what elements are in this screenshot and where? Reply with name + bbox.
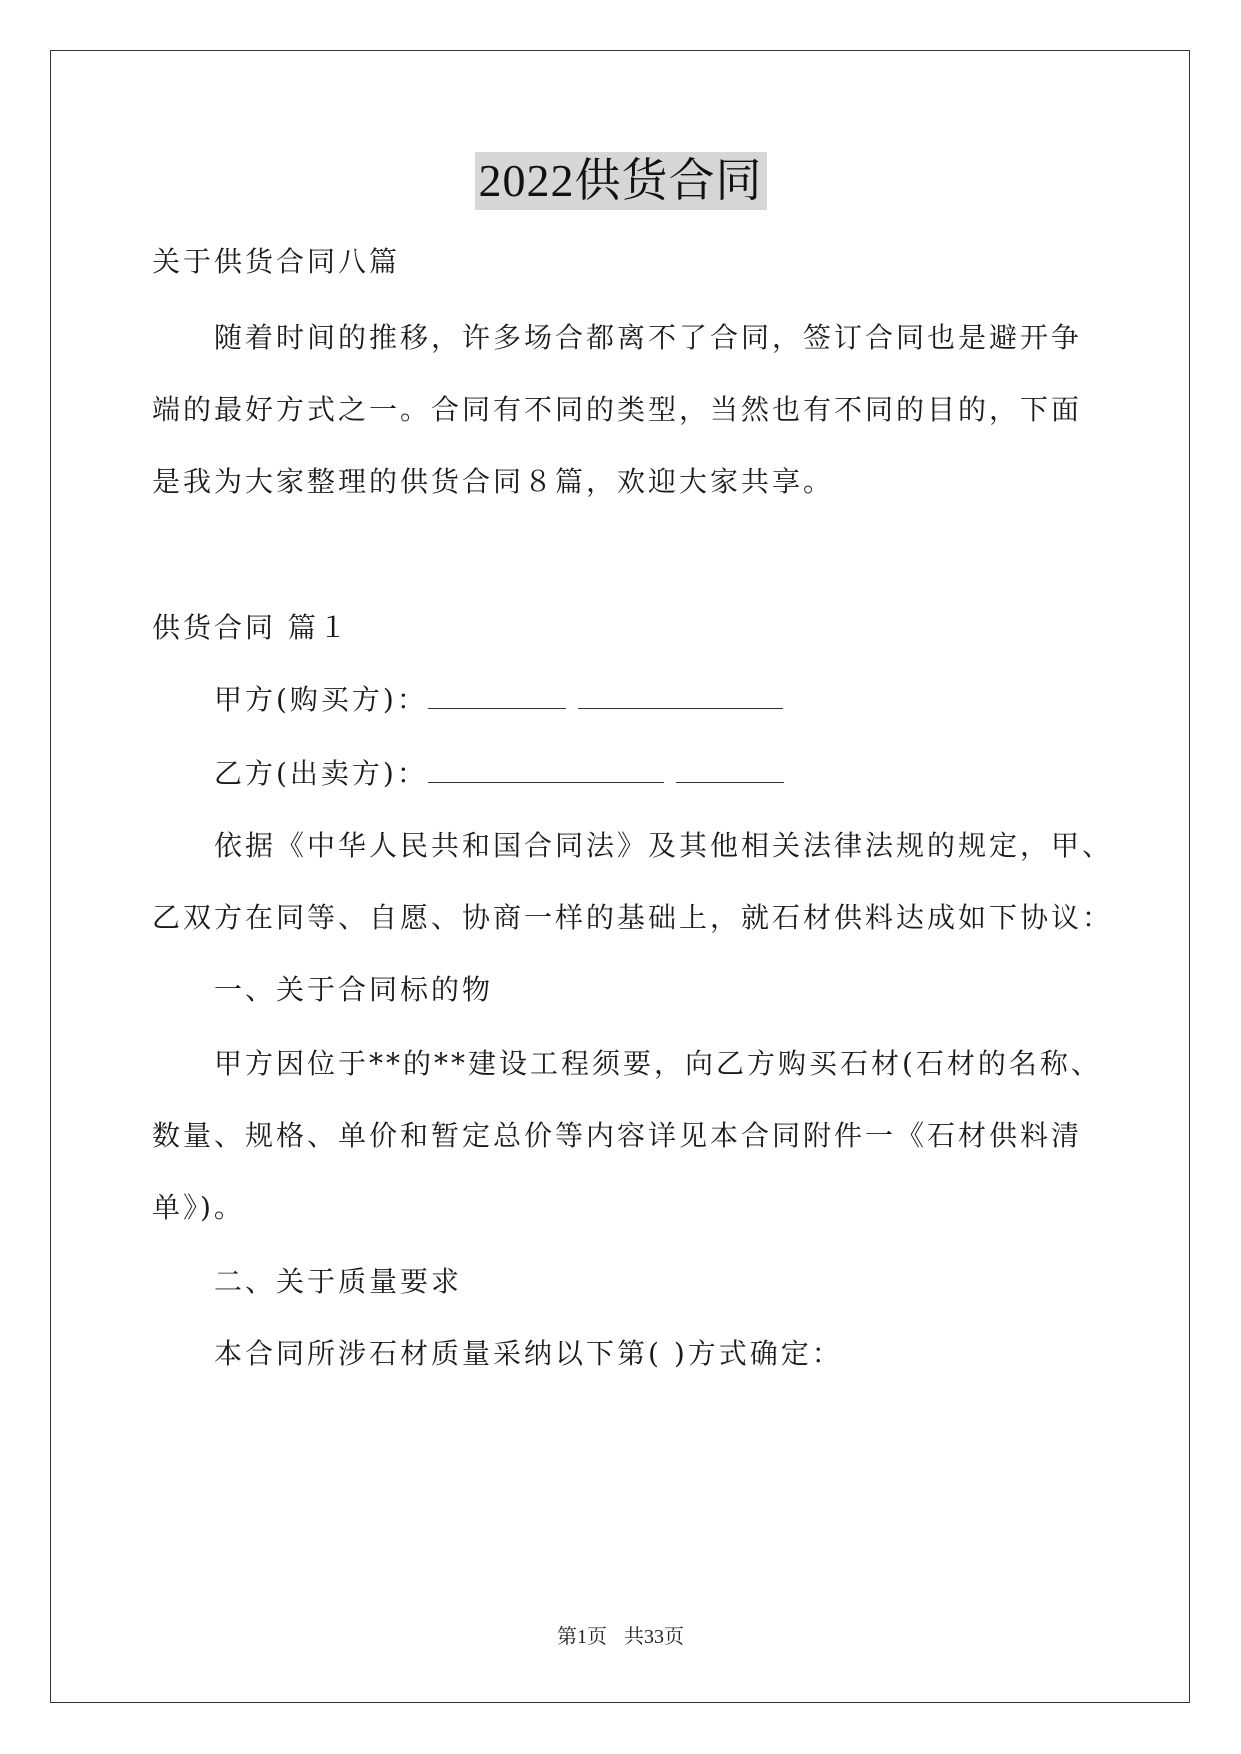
clause2-line: 本合同所涉石材质量采纳以下第( )方式确定： bbox=[214, 1337, 843, 1370]
document-subtitle: 关于供货合同八篇 bbox=[152, 245, 401, 278]
party-a-label: 甲方(购买方)： bbox=[214, 683, 428, 716]
basis-line-1: 依据《中华人民共和国合同法》及其他相关法律法规的规定，甲、 bbox=[214, 829, 1114, 862]
party-b-label: 乙方(出卖方)： bbox=[214, 757, 428, 790]
clause1-line-1: 甲方因位于**的**建设工程须要，向乙方购买石材(石材的名称、 bbox=[214, 1047, 1102, 1080]
title-container bbox=[0, 152, 1241, 210]
clause1-heading: 一、关于合同标的物 bbox=[214, 973, 494, 1006]
document-title: 2022供货合同 bbox=[475, 152, 767, 210]
page-number-total: 共33页 bbox=[624, 1626, 684, 1648]
intro-line-3: 是我为大家整理的供货合同８篇，欢迎大家共享。 bbox=[152, 465, 835, 498]
page-number-current: 第1页 bbox=[557, 1626, 607, 1648]
party-a-blank-1 bbox=[428, 686, 566, 709]
party-a-row bbox=[214, 678, 1094, 718]
intro-line-2: 端的最好方式之一。合同有不同的类型，当然也有不同的目的，下面 bbox=[152, 393, 1083, 426]
intro-line-1: 随着时间的推移，许多场合都离不了合同，签订合同也是避开争 bbox=[214, 321, 1083, 354]
section-heading: 供货合同 篇１ bbox=[152, 611, 350, 644]
party-b-row bbox=[214, 752, 1094, 792]
page-border bbox=[50, 50, 1190, 1703]
party-a-blank-2 bbox=[578, 686, 783, 709]
clause1-line-3: 单》)。 bbox=[152, 1191, 245, 1224]
clause2-heading: 二、关于质量要求 bbox=[214, 1265, 463, 1298]
basis-line-2: 乙双方在同等、自愿、协商一样的基础上，就石材供料达成如下协议： bbox=[152, 901, 1114, 934]
page-footer bbox=[0, 1620, 1241, 1649]
party-b-blank-1 bbox=[428, 760, 664, 783]
party-b-blank-2 bbox=[676, 760, 784, 783]
clause1-line-2: 数量、规格、单价和暂定总价等内容详见本合同附件一《石材供料清 bbox=[152, 1119, 1083, 1152]
